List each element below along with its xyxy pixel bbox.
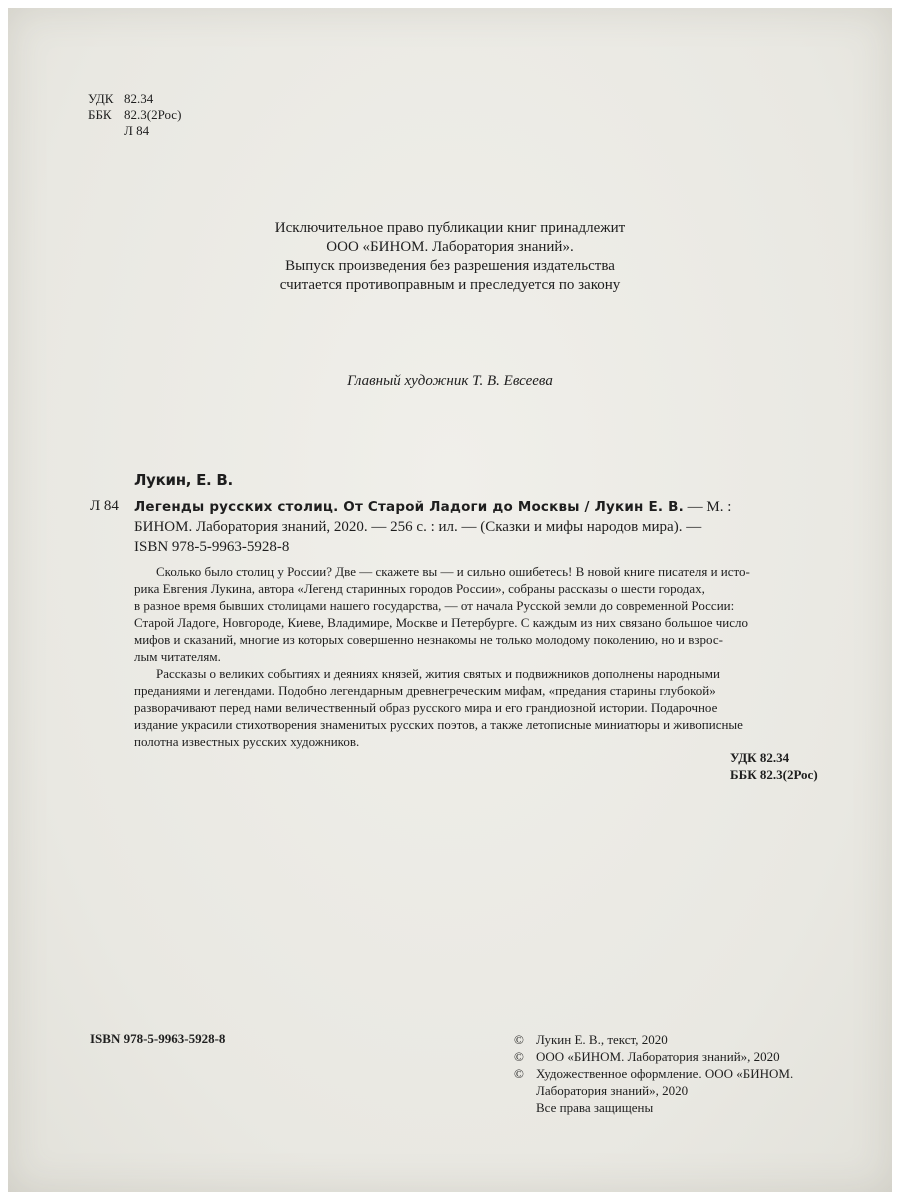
book-abstract: [134, 563, 834, 750]
copyright-icon: ©: [514, 1032, 524, 1047]
abstract-line: преданиями и легендами. Подобно легендарным древнегреческим мифам, «предания старины глубокой»: [134, 683, 716, 698]
abstract-line: Рассказы о великих событиях и деяниях князей, жития святых и подвижников дополнены народными: [156, 666, 720, 681]
bib-line-1: [134, 497, 834, 517]
abstract-line: Сколько было столиц у России? Две — скажете вы — и сильно ошибетесь! В новой книге писателя и исто-: [156, 564, 750, 579]
bbk-code: ББК 82.3(2Рос): [730, 767, 818, 782]
copyright-text: Лукин Е. В., текст, 2020: [536, 1032, 668, 1047]
copyright-icon: ©: [514, 1049, 524, 1064]
abstract-line: в разное время бывших столицами нашего государства, — от начала Русской земли до современной России:: [134, 598, 735, 613]
classification-value: Л 84: [124, 123, 150, 138]
classification-code: [88, 123, 124, 139]
classification-codes-top: [88, 91, 181, 139]
bib-publisher-place: — М. :: [683, 499, 732, 515]
classification-code: УДК: [88, 91, 114, 106]
copyright-row: [514, 1065, 793, 1082]
all-rights-reserved: Все права защищены: [536, 1100, 654, 1115]
copyright-row: [514, 1048, 793, 1065]
rights-line: Исключительное право публикации книг принадлежит: [274, 220, 626, 236]
abstract-line: мифов и сказаний, многие из которых совершенно незнакомы не только молодому поколению, но и взрос-: [134, 632, 723, 647]
copyright-text: Художественное оформление. ООО «БИНОМ.: [536, 1066, 794, 1081]
author-heading: Лукин, Е. В.: [134, 471, 233, 489]
classification-row-bbk: [88, 107, 181, 123]
art-director-credit: Главный художник Т. В. Евсеева: [347, 373, 553, 389]
abstract-line: издание украсили стихотворения знаменитых русских поэтов, а также летописные миниатюры и живописные: [134, 717, 743, 732]
classification-value: 82.34: [124, 91, 154, 106]
isbn: ISBN 978-5-9963-5928-8: [90, 1031, 226, 1046]
rights-line: ООО «БИНОМ. Лаборатория знаний».: [326, 239, 574, 255]
rights-line: считается противоправным и преследуется по закону: [279, 277, 621, 293]
rights-notice: [0, 219, 900, 295]
abstract-line: лым читателям.: [134, 649, 221, 664]
udk-code: УДК 82.34: [730, 750, 790, 765]
classification-code: ББК: [88, 107, 112, 122]
author-index-mark: Л 84: [90, 498, 119, 514]
rights-line: Выпуск произведения без разрешения издательства: [285, 258, 615, 274]
abstract-line: рика Евгения Лукина, автора «Легенд старинных городов России», собраны рассказы о шести городах,: [134, 581, 705, 596]
copyright-icon: ©: [514, 1066, 524, 1081]
abstract-line: разворачивают перед нами величественный образ русского мира и его грандиозной истории. Подарочное: [134, 700, 718, 715]
book-title: Легенды русских столиц. От Старой Ладоги до Москвы / Лукин Е. В.: [134, 499, 684, 515]
classification-row-udk: [88, 91, 181, 107]
classification-value: 82.3(2Рос): [124, 107, 182, 122]
copyright-block: [514, 1031, 793, 1116]
copyright-text: ООО «БИНОМ. Лаборатория знаний», 2020: [536, 1049, 780, 1064]
bibliographic-record: [134, 497, 834, 557]
copyright-continuation: Лаборатория знаний», 2020: [536, 1083, 689, 1098]
bib-line-isbn: ISBN 978-5-9963-5928-8: [134, 539, 290, 555]
abstract-line: Старой Ладоге, Новгороде, Киеве, Владимире, Москве и Петербурге. С каждым из них связано большое число: [134, 615, 749, 630]
bib-line-2: БИНОМ. Лаборатория знаний, 2020. — 256 с. : ил. — (Сказки и мифы народов мира). —: [134, 519, 702, 535]
copyright-row: [514, 1031, 793, 1048]
classification-codes-bottom: [730, 749, 818, 783]
classification-row-author-mark: [88, 123, 181, 139]
abstract-line: полотна известных русских художников.: [134, 734, 360, 749]
